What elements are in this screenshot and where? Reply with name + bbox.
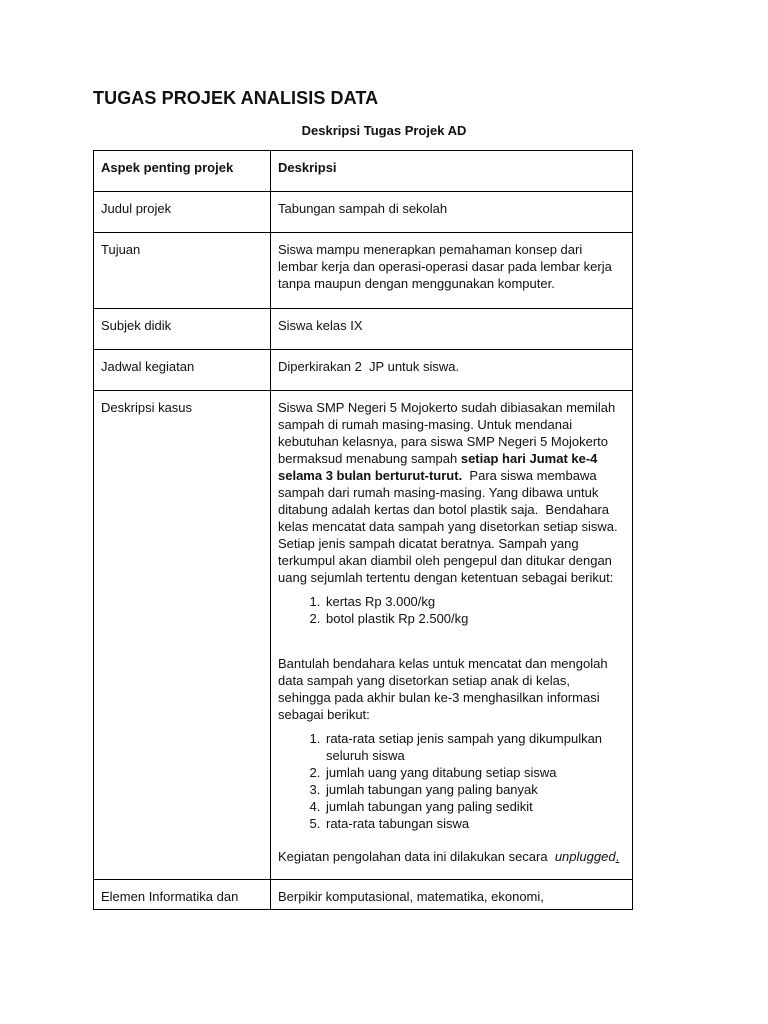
- kasus-paragraph-3: [278, 848, 625, 865]
- row-value-jadwal: Diperkirakan 2 JP untuk siswa.: [271, 350, 633, 391]
- project-description-table: [93, 150, 633, 910]
- row-label-elemen: Elemen Informatika dan: [94, 880, 271, 910]
- list-item: 5. rata-rata tabungan siswa: [324, 815, 625, 832]
- kasus-text-c: Kegiatan pengolahan data ini dilakukan secara: [278, 849, 555, 864]
- row-value-elemen: Berpikir komputasional, matematika, ekonomi,: [271, 880, 633, 910]
- kasus-text-a: Siswa SMP Negeri 5 Mojokerto sudah dibiasakan memilah sampah di rumah masing-masing. Untuk mendanai kebutuhan kelasnya, para siswa SMP Negeri 5 Mojokerto bermaksud menabung sampah: [278, 400, 619, 466]
- row-judul-projek: [94, 192, 633, 233]
- row-value-subjek: Siswa kelas IX: [271, 309, 633, 350]
- header-description: Deskripsi: [271, 151, 633, 192]
- kasus-text-bold: setiap hari Jumat ke-4 selama 3 bulan berturut-turut.: [278, 451, 602, 483]
- list-item: 2. jumlah uang yang ditabung setiap siswa: [324, 764, 625, 781]
- table-caption: Deskripsi Tugas Projek AD: [301, 123, 467, 138]
- header-aspect: Aspek penting projek: [94, 151, 271, 192]
- row-label-jadwal: Jadwal kegiatan: [94, 350, 271, 391]
- output-list: [278, 730, 625, 832]
- list-item: 1. kertas Rp 3.000/kg: [324, 593, 625, 610]
- row-label-subjek: Subjek didik: [94, 309, 271, 350]
- list-item: 4. jumlah tabungan yang paling sedikit: [324, 798, 625, 815]
- kasus-paragraph-2: Bantulah bendahara kelas untuk mencatat dan mengolah data sampah yang disetorkan setiap anak di kelas, sehingga pada akhir bulan ke-3 menghasilkan informasi sebagai berikut:: [278, 656, 608, 722]
- list-item: 3. jumlah tabungan yang paling banyak: [324, 781, 625, 798]
- row-value-judul: Tabungan sampah di sekolah: [271, 192, 633, 233]
- row-elemen-informatika: [94, 880, 633, 910]
- row-tujuan: [94, 233, 633, 309]
- row-label-tujuan: Tujuan: [94, 233, 271, 309]
- row-value-tujuan: [271, 233, 633, 309]
- tujuan-text: Siswa mampu menerapkan pemahaman konsep dari lembar kerja dan operasi-operasi dasar pada lembar kerja tanpa maupun dengan menggunakan komputer.: [278, 242, 612, 291]
- table-header-row: [94, 151, 633, 192]
- list-item: 2. botol plastik Rp 2.500/kg: [324, 610, 625, 627]
- row-value-kasus: [271, 391, 633, 880]
- kasus-paragraph-1: [278, 399, 625, 586]
- row-label-kasus: Deskripsi kasus: [94, 391, 271, 880]
- page-title: TUGAS PROJEK ANALISIS DATA: [93, 88, 379, 108]
- kasus-text-b: Para siswa membawa sampah dari rumah masing-masing. Yang dibawa untuk ditabung adalah kertas dan botol plastik saja. Bendahara kelas mencatat data sampah yang disetorkan setiap siswa. Setiap jenis sampah dicatat beratnya. Sampah yang terkumpul akan diambil oleh pengepul dan ditukar dengan uang sejumlah tertentu dengan ketentuan sebagai berikut:: [278, 468, 622, 585]
- kasus-text-end: .: [615, 849, 620, 864]
- price-list: [278, 593, 625, 627]
- kasus-text-italic: unplugged: [554, 849, 616, 864]
- row-deskripsi-kasus: [94, 391, 633, 880]
- row-subjek-didik: [94, 309, 633, 350]
- row-jadwal-kegiatan: [94, 350, 633, 391]
- row-label-judul: Judul projek: [94, 192, 271, 233]
- list-item: 1. rata-rata setiap jenis sampah yang dikumpulkan seluruh siswa: [324, 730, 625, 764]
